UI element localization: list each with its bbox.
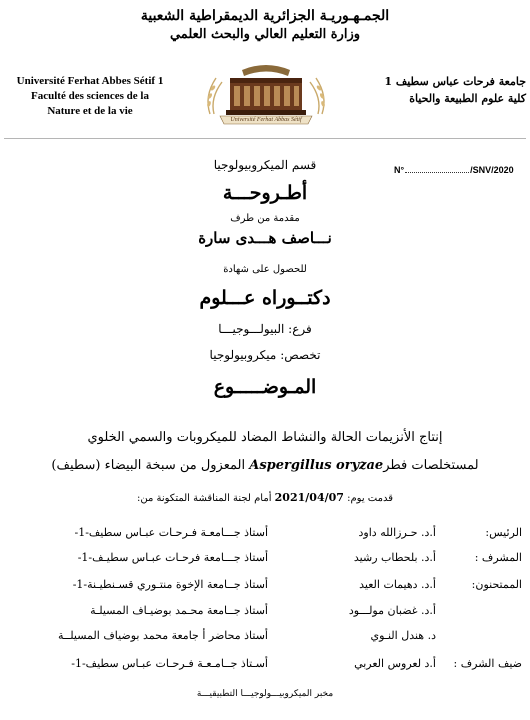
presented-by-label: مقدمة من طرف (230, 213, 300, 224)
jury-row (0, 578, 530, 598)
jury-member-affiliation: أسـتاذ جــامـعـة فـرحـات عبـاس سطيف-1- (71, 657, 268, 670)
arabic-institution-block (350, 73, 526, 107)
thesis-title-prefix: لمستخلصات فطر (383, 458, 479, 473)
jury-member-name: د. هندل النـوي (370, 629, 436, 642)
reference-number-suffix: /SNV/ (470, 165, 494, 175)
jury-member-affiliation: أستاذ جـــامعـة فـرحـات عبـاس سطيف-1- (74, 526, 268, 539)
jury-member-name: أ.د لعروس العربي (354, 657, 436, 670)
logo-caption: Université Ferhat Abbas Sétif (230, 117, 302, 123)
jury-member-affiliation: أستاذ جـــامعة فرحـات عبـاس سطيـف-1- (77, 551, 268, 564)
department-name: قسم الميكروبيولوجيا (213, 158, 317, 172)
thesis-kind: أطـروحـــة (222, 182, 308, 204)
jury-role: المشرف : (474, 551, 522, 564)
degree-name: دكتــوراه عـــلوم (199, 287, 331, 309)
branch-line (0, 322, 530, 336)
reference-number-prefix: N° (394, 165, 405, 175)
jury-member-name: أ.د. بلحطاب رشيد (353, 551, 436, 564)
thesis-title-line-1: إنتاج الأنزيمات الحالة والنشاط المضاد للميكروبات والسمي الخلوي (87, 430, 443, 445)
subject-heading: المـوضـــــوع (213, 376, 317, 398)
french-university-name: Université Ferhat Abbes Sétif 1 (16, 75, 164, 87)
specialty-label: تخصص: (280, 348, 321, 362)
defense-jury-label: أمام لجنة المناقشة المتكونة من: (136, 493, 272, 504)
jury-member-name: أ.د. حـرزالله داود (358, 526, 436, 539)
branch-value: البيولـــوجيـــا (218, 322, 285, 336)
jury-role: الرئيس: (485, 526, 522, 539)
laboratory-name: مخبر الميكروبيـــولوجيـــا التطبيقيـــة (196, 689, 334, 699)
french-faculty-line-1: Faculté des sciences de la (31, 90, 149, 102)
jury-row (0, 526, 530, 546)
jury-member-affiliation: أستاذ محاضر أ جامعة محمد بوضياف المسيلــة (57, 629, 268, 642)
reference-number (394, 165, 514, 175)
specialty-value: ميكروبيولوجيا (209, 348, 277, 362)
author-name: نـــاصف هـــدى سارة (198, 229, 332, 247)
jury-row (0, 604, 530, 624)
header-separator (4, 138, 526, 139)
jury-role: الممتحنون: (471, 578, 522, 591)
degree-intro-label: للحصول على شهادة (223, 264, 307, 275)
defense-date: 2021/04/07 (274, 491, 344, 504)
defense-line (0, 491, 530, 504)
thesis-title-line-2 (0, 458, 530, 473)
reference-number-year: 2020 (493, 165, 514, 175)
jury-member-affiliation: أستاذ جــامعة محـمد بوضيـاف المسيلـة (90, 604, 268, 617)
jury-member-name: أ.د. دهيمات العيد (359, 578, 436, 591)
french-faculty-line-2: Nature et de la vie (47, 105, 133, 117)
jury-row (0, 657, 530, 677)
species-name: Aspergillus oryzae (249, 458, 384, 473)
arabic-university-name: جامعة فرحات عباس سطيف 1 (384, 75, 526, 88)
specialty-line (0, 348, 530, 362)
reference-number-blank (405, 172, 469, 173)
jury-member-affiliation: أستاذ جــامعة الإخوة منتـوري قسـنطيـنة-1- (72, 578, 268, 591)
republic-title: الجمـهـوريـة الجزائرية الديمقراطية الشعبية (140, 8, 390, 24)
jury-member-name: أ.د. غضبان مولـــود (348, 604, 436, 617)
french-institution-block (4, 74, 176, 119)
arabic-faculty-name: كلية علوم الطبيعة والحياة (409, 92, 526, 105)
jury-row (0, 629, 530, 649)
thesis-title-suffix: المعزول من سبخة البيضاء (سطيف) (51, 458, 246, 473)
ministry-title: وزارة التعليم العالي والبحث العلمي (169, 27, 361, 42)
defense-date-label: قدمت يوم: (347, 493, 394, 504)
university-logo (200, 56, 332, 132)
jury-role: ضيف الشرف : (453, 657, 522, 670)
jury-row (0, 551, 530, 571)
branch-label: فرع: (288, 322, 312, 336)
